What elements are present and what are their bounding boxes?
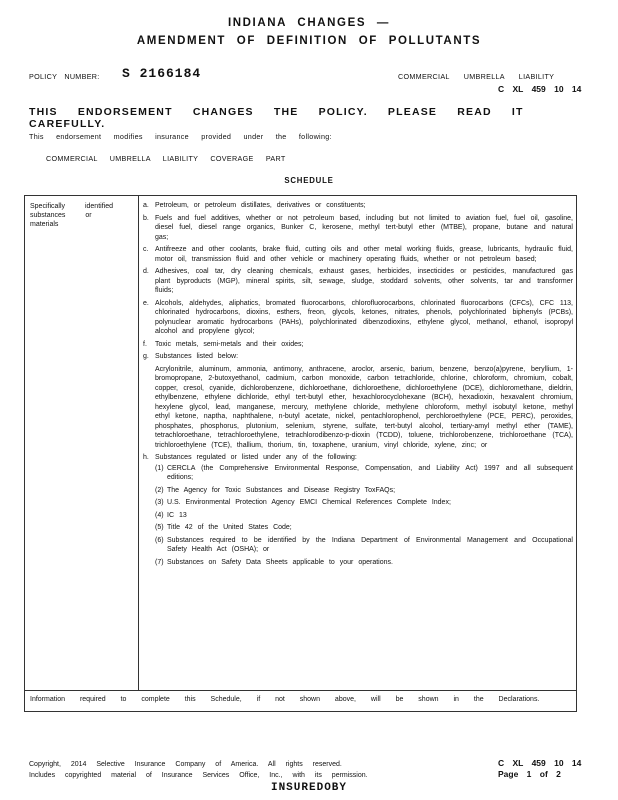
sub-list-item bbox=[155, 464, 573, 483]
footer-form-info bbox=[498, 758, 581, 780]
substances-list: Acrylonitrile, aluminum, ammonia, antimony, anthracene, aroclor, arsenic, barium, benzene, benzo(a)pyrene, beryllium, 1-bromopropane, 2-butoxyethanol, cadmium, carbon monoxide, carbon tetrachloride, chlorine, chloroform, chromium, cobalt, copper, cresol, cyanide, dichlorobenzene, dichloroethane, dichloroethene, dichloroethylene (DCE), dichloromethane, dieldrin, ethylbenzene, ethylene dichloride, ethyl tert-butyl ether, hexachlorocyclohexane (BCH), hexadioxin, hexavalent chromium, hexylene glycol, lead, manganese, mercury, methylene chloride, methylene chloroform, methyl isobutyl ketone, methyl ethyl ketone, naptha, naphthalene, n-butyl acetate, nickel, pentachlorophenol, perchloroethylene (PCE, PERC), peroxides, phosphates, phosphorus, plutonium, selenium, styrene, sulfate, tert-butyl alcohol, tertiary-amyl methyl ether (TAME), tetrachloroethane, tetrachloroethylene, tetrachlorodibenzo-p-dioxin (TCDD), toluene, trichlorobenzene, trichloroethane (TCA), trichloroethylene (TCE), thallium, thorium, tin, toxaphene, uranium, vinyl chloride, xylene, zinc; or bbox=[155, 365, 573, 449]
coverage-part: COMMERCIAL UMBRELLA LIABILITY COVERAGE PART bbox=[46, 154, 286, 163]
policy-number-value: S 2166184 bbox=[122, 66, 202, 81]
form-id-header: C XL 459 10 14 bbox=[498, 84, 582, 94]
page-number: Page 1 of 2 bbox=[498, 769, 561, 779]
schedule-items bbox=[143, 201, 573, 570]
list-item bbox=[143, 299, 573, 337]
item-text: Fuels and fuel additives, whether or not petroleum based, including but not limited to aviation fuel, fuel oil, gasoline, diesel fuel, diesel range organics, Bunker C, kerosene, methyl tert-butyl ether (MTBE), propane, butane and natural gas; bbox=[155, 214, 573, 241]
sub-item-text: IC 13 bbox=[167, 511, 187, 519]
list-item bbox=[143, 453, 573, 567]
item-letter: c. bbox=[143, 246, 149, 253]
sub-item-text: The Agency for Toxic Substances and Disease Registry ToxFAQs; bbox=[167, 486, 396, 494]
item-text: Substances regulated or listed under any of the following: bbox=[155, 454, 357, 461]
form-id-footer: C XL 459 10 14 bbox=[498, 758, 582, 768]
coverage-type: COMMERCIAL UMBRELLA LIABILITY bbox=[398, 72, 555, 81]
sub-item-text: Title 42 of the United States Code; bbox=[167, 524, 292, 531]
row-divider bbox=[25, 690, 576, 691]
page-title-line2: AMENDMENT OF DEFINITION OF POLLUTANTS bbox=[136, 35, 482, 47]
endorsement-notice: THIS ENDORSEMENT CHANGES THE POLICY. PLEASE READ IT CAREFULLY. bbox=[29, 106, 524, 130]
copyright-line-1: Copyright, 2014 Selective Insurance Company of America. All rights reserved. bbox=[29, 761, 342, 768]
sub-item-text: Substances required to be identified by the Indiana Department of Environmental Management and Occupational Safety Health Act (OSHA); or bbox=[167, 536, 573, 553]
schedule-left-label: Specifically identified substances or materials bbox=[30, 203, 113, 228]
list-item bbox=[143, 214, 573, 243]
watermark-text: INSUREDOBY bbox=[270, 782, 347, 794]
schedule-table bbox=[24, 195, 577, 712]
sub-list-item bbox=[155, 498, 573, 508]
sub-list-item bbox=[155, 558, 573, 568]
item-letter: e. bbox=[143, 299, 149, 307]
policy-number-label: POLICY NUMBER: bbox=[29, 72, 100, 81]
sub-list-item bbox=[155, 511, 573, 521]
item-letter: a. bbox=[143, 202, 149, 209]
list-item bbox=[143, 267, 573, 296]
sub-list-item bbox=[155, 536, 573, 555]
item-text: Adhesives, coal tar, dry cleaning chemicals, exhaust gases, herbicides, insecticides or pesticides, manufactured gas plant byproducts (MGP), mineral spirits, silt, sewage, sludge, stoddard solvents, other solvents, tar and transformer fluids; bbox=[155, 268, 573, 294]
item-letter: f. bbox=[143, 340, 147, 348]
list-item bbox=[143, 201, 573, 211]
item-letter: b. bbox=[143, 214, 149, 222]
sub-list-item bbox=[155, 523, 573, 533]
schedule-info-note: Information required to complete this Schedule, if not shown above, will be shown in the Declarations. bbox=[30, 696, 540, 703]
column-divider bbox=[138, 196, 139, 691]
sub-item-number: (1) bbox=[155, 464, 164, 472]
list-item bbox=[143, 352, 573, 450]
sub-item-number: (7) bbox=[155, 558, 164, 566]
item-text: Toxic metals, semi-metals and their oxides; bbox=[155, 340, 304, 348]
sub-item-number: (2) bbox=[155, 486, 164, 494]
sub-list-item bbox=[155, 486, 573, 496]
item-letter: d. bbox=[143, 268, 149, 275]
item-text: Petroleum, or petroleum distillates, derivatives or constituents; bbox=[155, 202, 366, 209]
page-title-line1: INDIANA CHANGES — bbox=[227, 17, 391, 29]
sub-item-number: (6) bbox=[155, 536, 164, 544]
sub-item-text: CERCLA (the Comprehensive Environmental Response, Compensation, and Liability Act) 1997 and all subsequent editions; bbox=[167, 464, 573, 481]
item-letter: g. bbox=[143, 353, 149, 360]
item-text: Alcohols, aldehydes, aliphatics, bromated fluorocarbons, chlorofluorocarbons, chlorinated fluorocarbons (CFCs), CFC 113, chlorinated hydrocarbons, dioxins, esthers, freon, glycols, ketones, nitrates, phenols, polychlorinated biphenyls (PCBs), polynuclear aromatic hydrocarbons (PAHs), polychlorinated dibenzodioxins, ethylene glycol, methanol, ethanol, isopropyl alcohol and propylene glycol; bbox=[155, 299, 573, 335]
sub-item-text: Substances on Safety Data Sheets applicable to your operations. bbox=[167, 558, 393, 566]
schedule-heading: SCHEDULE bbox=[284, 176, 334, 185]
item-text: Substances listed below: bbox=[155, 353, 239, 360]
sub-item-text: U.S. Environmental Protection Agency EMCI Chemical References Complete Index; bbox=[167, 499, 451, 506]
item-letter: h. bbox=[143, 454, 149, 461]
list-item bbox=[143, 245, 573, 264]
sub-item-number: (4) bbox=[155, 511, 164, 519]
item-text: Antifreeze and other coolants, brake fluid, cutting oils and other metal working fluids, grease, lubricants, hydraulic fluid, motor oil, transmission fluid and other vehicle or machinery operating fluids, whether or not petroleum based; bbox=[155, 246, 573, 263]
sub-item-number: (3) bbox=[155, 499, 164, 506]
modifies-statement: This endorsement modifies insurance provided under the following: bbox=[29, 132, 332, 141]
copyright-line-2: Includes copyrighted material of Insurance Services Office, Inc., with its permission. bbox=[29, 772, 368, 779]
copyright-notice bbox=[29, 759, 368, 781]
list-item bbox=[143, 340, 573, 350]
sub-item-number: (5) bbox=[155, 524, 164, 531]
